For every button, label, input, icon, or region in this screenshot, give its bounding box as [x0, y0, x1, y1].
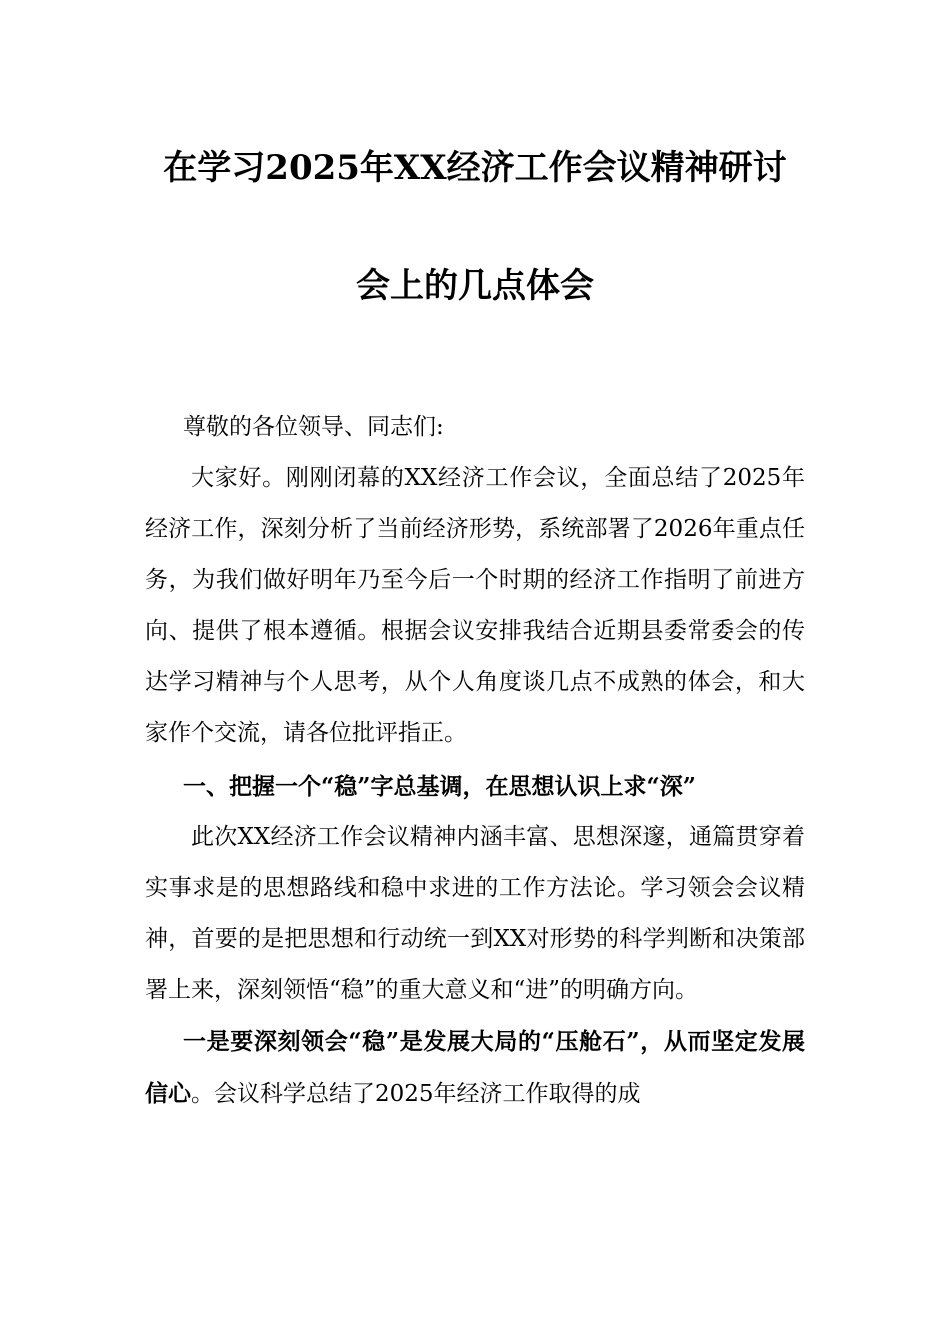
document-body [145, 402, 805, 1120]
paragraph-intro: 大家好。刚刚闭幕的XX经济工作会议，全面总结了2025年经济工作，深刻分析了当前经济形势，系统部署了2026年重点任务，为我们做好明年乃至今后一个时期的经济工作指明了前进方向、提供了根本遵循。根据会议安排我结合近期县委常委会的传达学习精神与个人思考，从个人角度谈几点不成熟的体会，和大家作个交流，请各位批评指正。 [145, 465, 805, 746]
document-title-line-1: 在学习2025年XX经济工作会议精神研讨 [163, 148, 787, 188]
point-1-lead: 一是要深刻领会“稳”是发展大局的“压舱石”，从而坚定发展信心 [145, 1028, 805, 1107]
paragraph-section-1: 此次XX经济工作会议精神内涵丰富、思想深邃，通篇贯穿着实事求是的思想路线和稳中求进的工作方法论。学习领会会议精神，首要的是把思想和行动统一到XX对形势的科学判断和决策部署上来，深刻领悟“稳”的重大意义和“进”的明确方向。 [145, 824, 805, 1003]
greeting: 尊敬的各位领导、同志们: [183, 414, 444, 440]
paragraph-point-1 [145, 1016, 805, 1120]
point-1-text: 。会议科学总结了2025年经济工作取得的成 [191, 1081, 641, 1107]
section-heading-1: 一、把握一个“稳”字总基调，在思想认识上求“深” [183, 773, 696, 800]
document-title-line-2: 会上的几点体会 [356, 266, 594, 306]
